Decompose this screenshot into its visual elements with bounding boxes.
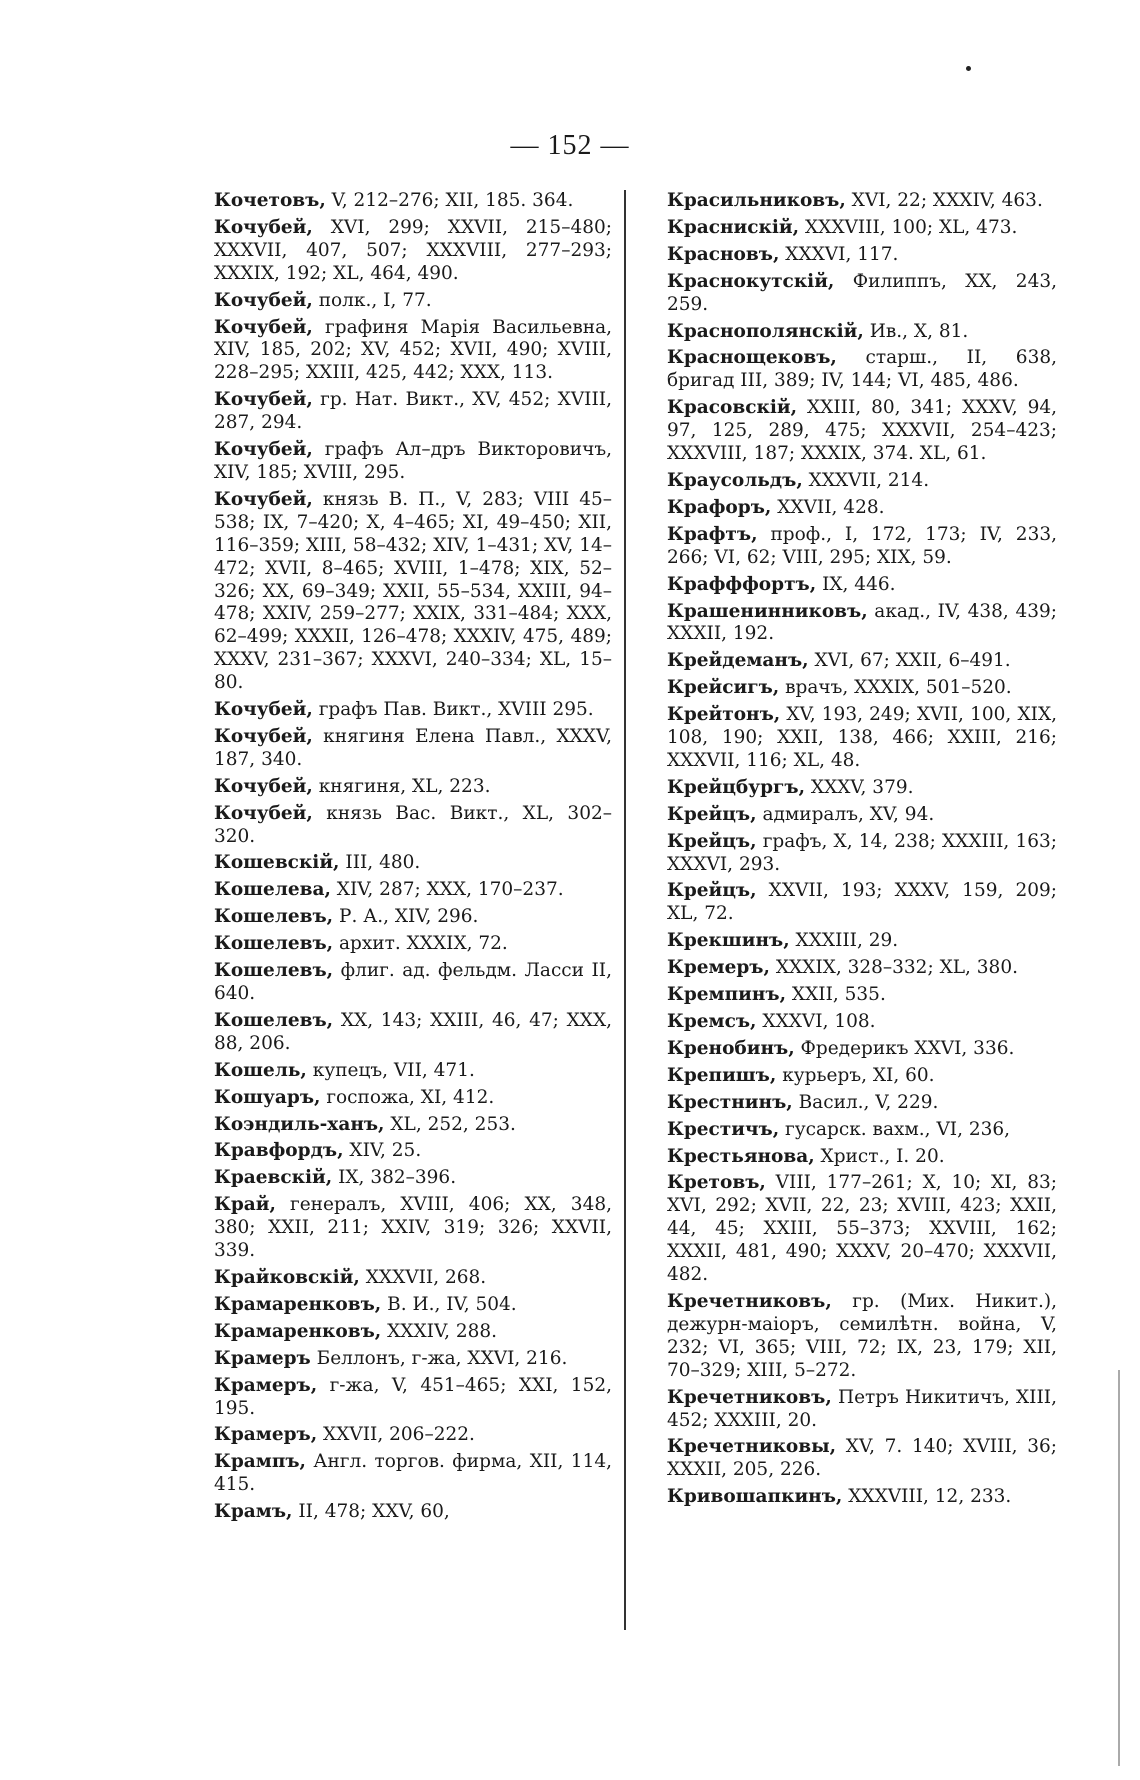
column-divider <box>624 190 626 1630</box>
index-entry <box>214 803 612 849</box>
index-entry <box>214 699 612 722</box>
page-edge-line <box>1118 1370 1120 1766</box>
entry-name: Кошелевъ, <box>214 906 334 928</box>
entry-references: XVI, 299; XXVII, 215–480; XXXVII, 407, 507; XXXVIII, 277–293; XXXIX, 192; XL, 464, 490. <box>214 216 612 284</box>
index-entry <box>667 347 1057 393</box>
index-entry <box>214 879 612 902</box>
entry-references: XXVII, 428. <box>771 496 885 518</box>
entry-name: Кретовъ, <box>667 1172 766 1194</box>
entry-name: Крамаренковъ, <box>214 1293 382 1315</box>
entry-references: V, 212–276; XII, 185. 364. <box>325 190 574 211</box>
entry-name: Кочубей, <box>214 725 313 747</box>
entry-name: Кравфордъ, <box>214 1140 344 1162</box>
entry-name: Краснокутскій, <box>667 270 835 292</box>
index-entry <box>214 1087 612 1110</box>
entry-references: графъ Ал–дръ Викторовичъ, XIV, 185; XVIII, 295. <box>214 439 612 483</box>
index-entry <box>214 906 612 929</box>
index-entry <box>667 524 1057 570</box>
index-entry <box>214 1375 612 1421</box>
entry-name: Краснискій, <box>667 216 800 238</box>
entry-name: Кошелевъ, <box>214 1009 334 1031</box>
entry-references: старш., II, 638, бригад III, 389; IV, 144; VI, 485, 486. <box>667 347 1057 392</box>
entry-name: Крафоръ, <box>667 496 772 518</box>
entry-name: Крестьянова, <box>667 1145 815 1167</box>
entry-references: княгиня Елена Павл., XXXV, 187, 340. <box>214 725 612 770</box>
entry-references: IX, 446. <box>816 573 896 595</box>
entry-name: Краснополянскій, <box>667 320 864 342</box>
index-entry <box>214 317 612 386</box>
entry-name: Кочубей, <box>214 389 313 411</box>
ink-dot <box>966 66 971 71</box>
index-entry <box>667 1486 1057 1509</box>
entry-name: Кошель, <box>214 1059 307 1081</box>
entry-references: XXXIX, 328–332; XL, 380. <box>769 957 1018 979</box>
index-entry <box>214 1424 612 1447</box>
entry-name: Крейсигъ, <box>667 677 780 699</box>
entry-references: XV, 193, 249; XVII, 100, XIX, 108, 190; XXII, 138, 466; XXIII, 216; XXXVII, 116; XL, 48. <box>667 704 1057 771</box>
entry-references: XX, 143; XXIII, 46, 47; XXX, 88, 206. <box>214 1009 612 1054</box>
entry-name: Кречетниковы, <box>667 1436 837 1458</box>
entry-references: акад., IV, 438, 439; XXXII, 192. <box>667 600 1057 645</box>
entry-references: XVI, 22; XXXIV, 463. <box>845 190 1043 211</box>
entry-name: Крашенинниковъ, <box>667 600 868 622</box>
index-entry <box>667 271 1057 317</box>
index-entry <box>214 217 612 286</box>
entry-name: Крейдеманъ, <box>667 650 809 672</box>
index-entry <box>667 244 1057 267</box>
index-entry <box>214 933 612 956</box>
entry-name: Крейцъ, <box>667 803 757 825</box>
entry-references: флиг. ад. фельдм. Ласси II, 640. <box>214 960 612 1004</box>
entry-name: Крамеръ <box>214 1347 311 1369</box>
entry-name: Красновъ, <box>667 243 780 265</box>
entry-references: XXXV, 379. <box>805 776 914 798</box>
index-entry <box>214 1194 612 1263</box>
entry-name: Край, <box>214 1194 276 1216</box>
index-entry <box>214 1167 612 1190</box>
entry-references: XXXVIII, 12, 233. <box>842 1486 1012 1508</box>
entry-name: Кошуаръ, <box>214 1086 321 1108</box>
entry-name: Крафффортъ, <box>667 573 817 595</box>
entry-references: XVI, 67; XXII, 6–491. <box>808 650 1011 672</box>
index-entry <box>667 650 1057 673</box>
entry-name: Кочубей, <box>214 802 313 824</box>
entry-name: Красовскій, <box>667 397 798 419</box>
entry-name: Кочубей, <box>214 216 313 238</box>
index-entry <box>667 1146 1057 1169</box>
entry-name: Крампъ, <box>214 1451 306 1473</box>
index-entry <box>667 190 1057 213</box>
entry-name: Кошелева, <box>214 879 331 901</box>
entry-references: XXVII, 193; XXXV, 159, 209; XL, 72. <box>667 880 1057 925</box>
entry-references: генералъ, XVIII, 406; XX, 348, 380; XXII, 211; XXIV, 319; 326; XXVII, 339. <box>214 1194 612 1262</box>
entry-references: Филиппъ, XX, 243, 259. <box>667 270 1057 315</box>
entry-name: Кошелевъ, <box>214 933 334 955</box>
entry-name: Крафтъ, <box>667 523 758 545</box>
page-number: — 152 — <box>510 130 630 161</box>
entry-name: Кошевскій, <box>214 852 340 874</box>
index-entry <box>667 880 1057 926</box>
entry-name: Крамеръ, <box>214 1424 318 1446</box>
entry-name: Коэндиль-ханъ, <box>214 1113 385 1135</box>
index-entry <box>214 1348 612 1371</box>
entry-name: Кошелевъ, <box>214 960 334 982</box>
entry-references: XV, 7. 140; XVIII, 36; XXXII, 205, 226. <box>667 1436 1057 1481</box>
index-entry <box>667 1065 1057 1088</box>
entry-references: гр. (Мих. Никит.), дежурн-маіоръ, семилѣтн. война, V, 232; VI, 365; VIII, 72; IX, 23, 179; XII, 70–329; XIII, 5–272. <box>667 1290 1057 1381</box>
entry-references: купецъ, VII, 471. <box>306 1059 475 1081</box>
entry-name: Крайковскій, <box>214 1266 360 1288</box>
entry-name: Краснощековъ, <box>667 347 837 369</box>
index-entry <box>667 1038 1057 1061</box>
entry-name: Крекшинъ, <box>667 930 790 952</box>
entry-name: Крамеръ, <box>214 1374 318 1396</box>
index-entry <box>667 470 1057 493</box>
entry-references: XXXIII, 29. <box>789 930 899 952</box>
index-entry <box>214 489 612 695</box>
index-entry <box>214 1321 612 1344</box>
index-entry <box>667 397 1057 466</box>
entry-references: графъ, X, 14, 238; XXXIII, 163; XXXVI, 293. <box>667 830 1057 875</box>
entry-name: Крестнинъ, <box>667 1091 793 1113</box>
entry-references: В. И., IV, 504. <box>381 1293 517 1315</box>
entry-name: Крейцбургъ, <box>667 776 806 798</box>
index-entry <box>214 1294 612 1317</box>
index-entry <box>667 957 1057 980</box>
entry-references: XIV, 287; XXX, 170–237. <box>330 879 564 901</box>
index-entry <box>667 1011 1057 1034</box>
entry-references: проф., I, 172, 173; IV, 233, 266; VI, 62; VIII, 295; XIX, 59. <box>667 523 1057 568</box>
index-entry <box>214 960 612 1006</box>
entry-name: Крепишъ, <box>667 1064 777 1086</box>
entry-name: Крамъ, <box>214 1501 293 1523</box>
entry-name: Кремсъ, <box>667 1011 757 1032</box>
entry-name: Кречетниковъ, <box>667 1386 832 1408</box>
entry-references: Христ., I. 20. <box>814 1145 945 1167</box>
entry-references: XXXVIII, 100; XL, 473. <box>799 216 1018 238</box>
index-entry <box>214 726 612 772</box>
index-entry <box>667 831 1057 877</box>
entry-name: Кочубей, <box>214 289 313 311</box>
entry-references: XXXVI, 117. <box>779 243 899 265</box>
entry-references: II, 478; XXV, 60, <box>292 1501 450 1523</box>
entry-references: XXXVI, 108. <box>756 1011 876 1032</box>
entry-name: Кочубей, <box>214 439 313 461</box>
index-entry <box>667 804 1057 827</box>
entry-references: князь В. П., V, 283; VIII 45–538; IX, 7–420; X, 4–465; XI, 49–450; XII, 116–359; XIII, 58–432; XIV, 1–431; XV, 14–472; XVII, 8–465; XVIII, 1–478; XIX, 52–326; XX, 69–349; XXII, 55–534, XXIII, 94–478; XXIV, 259–277; XXIX, 331–484; XXX, 62–499; XXXII, 126–478; XXXIV, 475, 489; XXXV, 231–367; XXXVI, 240–334; XL, 15–80. <box>214 488 612 694</box>
entry-references: врачъ, XXXIX, 501–520. <box>779 677 1012 699</box>
entry-name: Кочубей, <box>214 316 313 338</box>
entry-references: XXII, 535. <box>786 984 886 1006</box>
index-entry <box>667 677 1057 700</box>
index-entry <box>667 984 1057 1007</box>
entry-name: Краевскій, <box>214 1167 333 1189</box>
index-entry <box>214 1267 612 1290</box>
entry-references: курьеръ, XI, 60. <box>776 1064 935 1086</box>
entry-name: Крейцъ, <box>667 830 757 852</box>
entry-references: адмиралъ, XV, 94. <box>756 803 935 825</box>
entry-name: Кренобинъ, <box>667 1037 795 1059</box>
index-entry <box>667 704 1057 773</box>
index-entry <box>667 1172 1057 1287</box>
index-entry <box>667 217 1057 240</box>
entry-references: Р. А., XIV, 296. <box>333 906 479 928</box>
entry-references: Петръ Никитичъ, XIII, 452; XXXIII, 20. <box>667 1386 1057 1431</box>
index-entry <box>667 574 1057 597</box>
entry-references: XXXVII, 268. <box>359 1266 487 1288</box>
index-entry <box>667 1291 1057 1383</box>
index-entry <box>214 1451 612 1497</box>
entry-name: Крейтонъ, <box>667 704 781 726</box>
entry-name: Крамаренковъ, <box>214 1320 382 1342</box>
entry-references: VIII, 177–261; X, 10; XI, 83; XVI, 292; XVII, 22, 23; XVIII, 423; XXII, 44, 45; XXIII, 55–373; XXVIII, 162; XXXII, 481, 490; XXXV, 20–470; XXXVII, 482. <box>667 1172 1057 1286</box>
entry-references: Беллонъ, г-жа, XXVI, 216. <box>310 1347 568 1369</box>
index-entry <box>214 1060 612 1083</box>
index-entry <box>214 1140 612 1163</box>
index-entry <box>667 1119 1057 1142</box>
entry-references: Ив., X, 81. <box>863 320 969 342</box>
entry-references: гр. Нат. Викт., XV, 452; XVIII, 287, 294. <box>214 389 612 434</box>
entry-references: XXIII, 80, 341; XXXV, 94, 97, 125, 289, 475; XXXVII, 254–423; XXXVIII, 187; XXXIX, 374. XL, 61. <box>667 397 1057 465</box>
entry-references: госпожа, XI, 412. <box>320 1086 495 1108</box>
entry-name: Кочубей, <box>214 699 313 721</box>
index-column-left <box>214 190 612 1528</box>
entry-name: Кочубей, <box>214 775 313 797</box>
entry-name: Краусольдъ, <box>667 469 803 491</box>
index-entry <box>667 930 1057 953</box>
entry-references: архит. XXXIX, 72. <box>333 933 508 955</box>
index-entry <box>667 1092 1057 1115</box>
index-entry <box>214 290 612 313</box>
index-entry <box>214 190 612 213</box>
index-entry <box>667 1436 1057 1482</box>
index-entry <box>214 1501 612 1524</box>
entry-name: Красильниковъ, <box>667 190 846 211</box>
entry-references: графиня Марія Васильевна, XIV, 185, 202; XV, 452; XVII, 490; XVIII, 228–295; XXIII, 425, 442; XXX, 113. <box>214 316 612 384</box>
index-entry <box>667 777 1057 800</box>
entry-references: Англ. торгов. фирма, XII, 114, 415. <box>214 1451 612 1496</box>
entry-references: XIV, 25. <box>343 1140 422 1162</box>
entry-references: Фредерикъ XXVI, 336. <box>794 1037 1015 1059</box>
entry-name: Кречетниковъ, <box>667 1290 832 1312</box>
entry-references: IX, 382–396. <box>332 1167 457 1189</box>
entry-name: Крестичъ, <box>667 1118 780 1140</box>
entry-references: III, 480. <box>339 852 421 874</box>
index-entry <box>667 497 1057 520</box>
index-entry <box>214 1010 612 1056</box>
entry-references: XXXIV, 288. <box>381 1320 498 1342</box>
index-entry <box>667 321 1057 344</box>
index-column-right <box>667 190 1057 1513</box>
index-entry <box>667 1387 1057 1433</box>
entry-name: Крейцъ, <box>667 880 757 902</box>
index-entry <box>214 776 612 799</box>
entry-references: Васил., V, 229. <box>792 1091 939 1113</box>
entry-references: княгиня, XL, 223. <box>312 775 491 797</box>
index-entry <box>214 389 612 435</box>
index-entry <box>667 601 1057 647</box>
entry-name: Кремеръ, <box>667 957 770 979</box>
index-entry <box>214 1114 612 1137</box>
entry-references: князь Вас. Викт., XL, 302–320. <box>214 802 612 847</box>
entry-name: Кочетовъ, <box>214 190 326 211</box>
entry-references: полк., I, 77. <box>312 289 432 311</box>
entry-name: Кремпинъ, <box>667 984 787 1006</box>
entry-references: XXXVII, 214. <box>802 469 930 491</box>
entry-references: графъ Пав. Викт., XVIII 295. <box>312 699 594 721</box>
entry-name: Кривошапкинъ, <box>667 1486 843 1508</box>
entry-references: гусарск. вахм., VI, 236, <box>779 1118 1011 1140</box>
entry-references: XL, 252, 253. <box>384 1113 516 1135</box>
index-entry <box>214 439 612 485</box>
entry-references: XXVII, 206–222. <box>317 1424 475 1446</box>
entry-references: г-жа, V, 451–465; XXI, 152, 195. <box>214 1374 612 1419</box>
entry-name: Кочубей, <box>214 488 313 510</box>
index-entry <box>214 852 612 875</box>
